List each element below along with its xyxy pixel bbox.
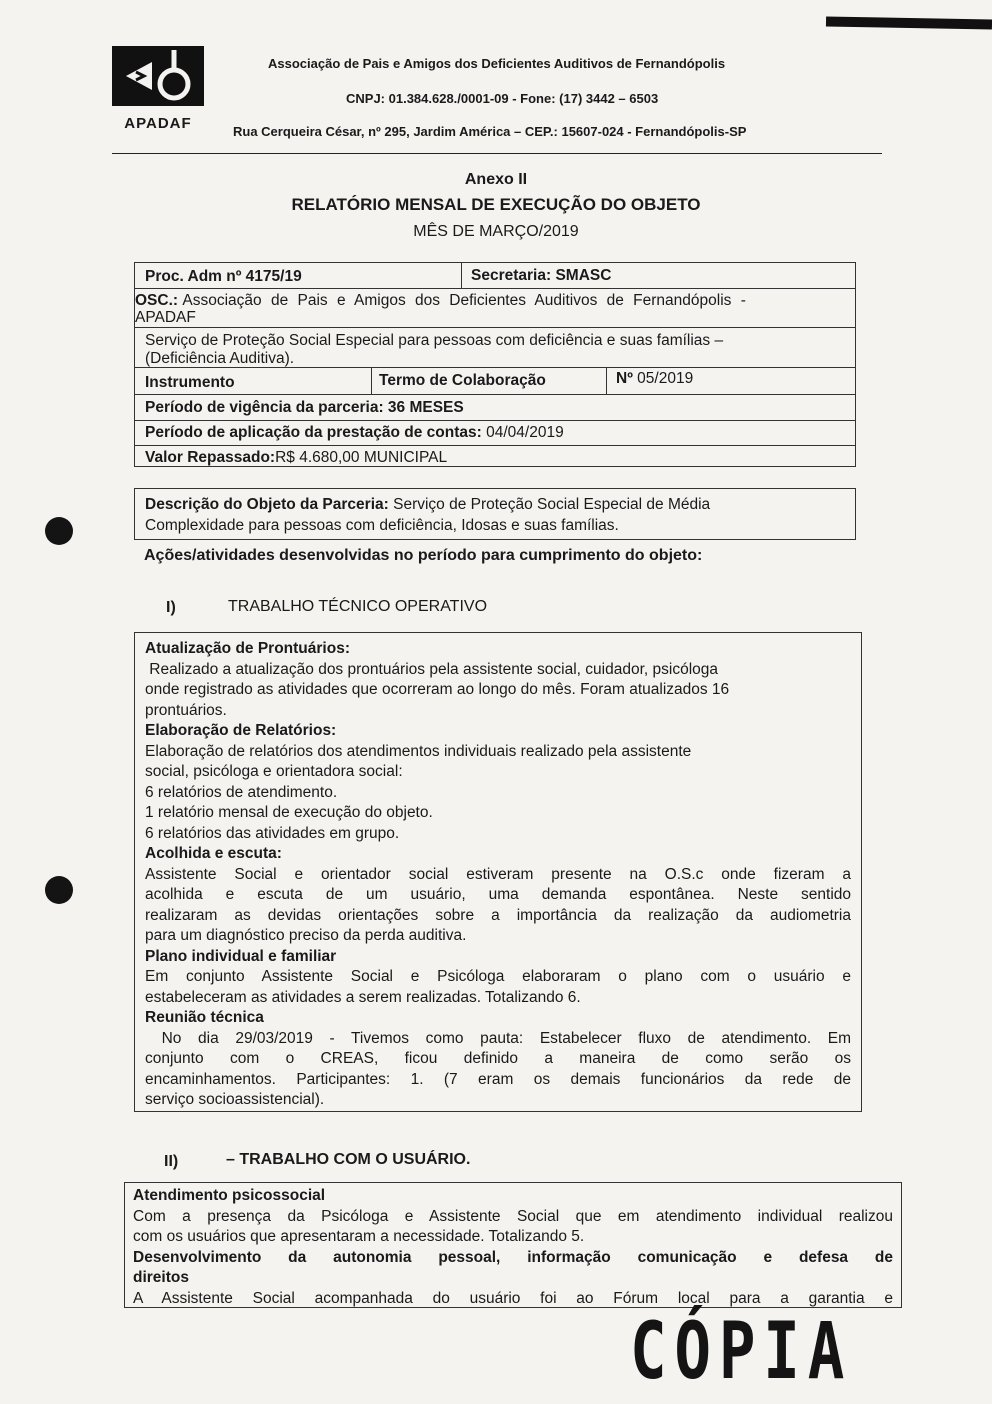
item-plano-heading: Plano individual e familiar — [145, 947, 337, 965]
descricao-line1-rest: Serviço de Proteção Social Especial de Média — [393, 496, 711, 513]
report-title: RELATÓRIO MENSAL DE EXECUÇÃO DO OBJETO — [291, 195, 701, 214]
secretaria: Secretaria: SMASC — [471, 267, 612, 284]
section1-title: TRABALHO TÉCNICO OPERATIVO — [228, 598, 488, 615]
section1-box — [134, 632, 862, 1112]
aplicacao-label: Período de aplicação da prestação de contas: — [145, 424, 482, 441]
info-table — [134, 262, 856, 467]
osc-row — [135, 291, 746, 310]
item-reuniao-line: No dia 29/03/2019 - Tivemos como pauta: Estabelecer fluxo de atendimento. Em — [145, 1029, 851, 1047]
service-line1: Serviço de Proteção Social Especial para pessoas com deficiência e suas famílias – — [145, 332, 724, 349]
termo-colaboracao: Termo de Colaboração — [379, 372, 546, 389]
copia-stamp: CÓPIA — [630, 1307, 853, 1397]
valor-label: Valor Repassado: — [145, 449, 276, 466]
numero-termo: Nº 05/2019 — [616, 370, 694, 387]
item-prontuarios-line: onde registrado as atividades que ocorreram ao longo do mês. Foram atualizados 16 — [145, 681, 730, 698]
ear-logo-icon — [108, 44, 208, 108]
osc-value-line2: APADAF — [135, 309, 196, 326]
item-acolhida-heading: Acolhida e escuta: — [145, 845, 282, 862]
section1-number: I) — [166, 599, 176, 616]
report-month: MÊS DE MARÇO/2019 — [413, 223, 579, 240]
item-plano-line: Em conjunto Assistente Social e Psicóloga elaboraram o plano com o usuário e — [145, 968, 851, 985]
osc-label: OSC.: — [135, 292, 179, 309]
item-psicossocial-line: Com a presença da Psicóloga e Assistente Social que em atendimento individual realizou — [133, 1207, 893, 1225]
item-acolhida-line: realizaram as devidas orientações sobre a importância da realização da audiometria — [145, 906, 851, 924]
section1-content — [145, 639, 851, 1111]
valor-row — [145, 448, 447, 467]
descricao-box — [134, 488, 856, 540]
item-autonomia-heading-line1: Desenvolvimento da autonomia pessoal, informação comunicação e defesa de — [133, 1248, 893, 1266]
item-plano-line: estabeleceram as atividades a serem realizadas. Totalizando 6. — [145, 988, 581, 1006]
proc-adm: Proc. Adm nº 4175/19 — [145, 268, 302, 285]
item-prontuarios-line: Realizado a atualização dos prontuários pela assistente social, cuidador, psicóloga — [145, 660, 718, 678]
osc-value-line1: Associação de Pais e Amigos dos Deficientes Auditivos de Fernandópolis - — [182, 292, 746, 309]
header-rule — [112, 153, 882, 154]
descricao-line1 — [145, 495, 710, 514]
item-autonomia-heading-line2: direitos — [133, 1269, 189, 1286]
logo-text: APADAF — [124, 115, 192, 132]
section2-number: II) — [164, 1153, 179, 1170]
acoes-heading: Ações/atividades desenvolvidas no período para cumprimento do objeto: — [144, 547, 703, 564]
org-name: Associação de Pais e Amigos dos Deficientes Auditivos de Fernandópolis — [268, 56, 726, 71]
item-acolhida-line: Assistente Social e orientador social estiveram presente na O.S.c onde fizeram a — [145, 865, 851, 883]
item-prontuarios-heading: Atualização de Prontuários: — [145, 640, 350, 657]
item-relatorios-heading: Elaboração de Relatórios: — [145, 722, 337, 739]
item-prontuarios-line: prontuários. — [145, 701, 227, 719]
instrumento: Instrumento — [145, 374, 235, 391]
item-reuniao-line: encaminhamentos. Participantes: 1. (7 eram os demais funcionários da rede de — [145, 1070, 851, 1088]
section2-title: – TRABALHO COM O USUÁRIO. — [226, 1151, 471, 1168]
item-psicossocial-line: com os usuários que apresentaram a necessidade. Totalizando 5. — [133, 1228, 585, 1245]
item-reuniao-line: serviço socioassistencial). — [145, 1091, 325, 1108]
item-relatorios-line: 6 relatórios de atendimento. — [145, 783, 338, 801]
aplicacao-row — [145, 423, 564, 442]
punch-hole-top — [45, 517, 73, 545]
item-relatorios-line: 1 relatório mensal de execução do objeto. — [145, 804, 433, 821]
address-line: Rua Cerqueira César, nº 295, Jardim América – CEP.: 15607-024 - Fernandópolis-SP — [233, 124, 747, 139]
annex-title: Anexo II — [464, 171, 528, 188]
item-relatorios-line: Elaboração de relatórios dos atendimentos individuais realizado pela assistente — [145, 742, 692, 760]
item-psicossocial-heading: Atendimento psicossocial — [133, 1187, 326, 1204]
valor-value: R$ 4.680,00 MUNICIPAL — [275, 449, 448, 466]
vigencia: Período de vigência da parceria: 36 MESES — [145, 399, 464, 416]
descricao-label: Descrição do Objeto da Parceria: — [145, 496, 389, 513]
item-reuniao-heading: Reunião técnica — [145, 1009, 264, 1026]
item-reuniao-line: conjunto com o CREAS, ficou definido a maneira de como serão os — [145, 1050, 851, 1067]
aplicacao-value: 04/04/2019 — [486, 424, 564, 441]
section2-box — [124, 1182, 902, 1308]
cnpj-line: CNPJ: 01.384.628./0001-09 - Fone: (17) 3442 – 6503 — [346, 91, 659, 106]
item-acolhida-line: acolhida e escuta de um usuário, uma demanda espontânea. Neste sentido — [145, 886, 851, 903]
item-autonomia-line: A Assistente Social acompanhada do usuário foi ao Fórum local para a garantia e — [133, 1289, 893, 1307]
apadaf-logo — [108, 44, 208, 132]
item-relatorios-line: social, psicóloga e orientadora social: — [145, 763, 403, 780]
scan-mark — [826, 17, 992, 30]
item-relatorios-line: 6 relatórios das atividades em grupo. — [145, 824, 400, 842]
descricao-line2: Complexidade para pessoas com deficiência, Idosas e suas famílias. — [145, 517, 619, 534]
item-acolhida-line: para um diagnóstico preciso da perda auditiva. — [145, 927, 467, 944]
section2-content — [133, 1186, 893, 1309]
service-line2: (Deficiência Auditiva). — [145, 350, 295, 367]
punch-hole-bottom — [45, 876, 73, 904]
